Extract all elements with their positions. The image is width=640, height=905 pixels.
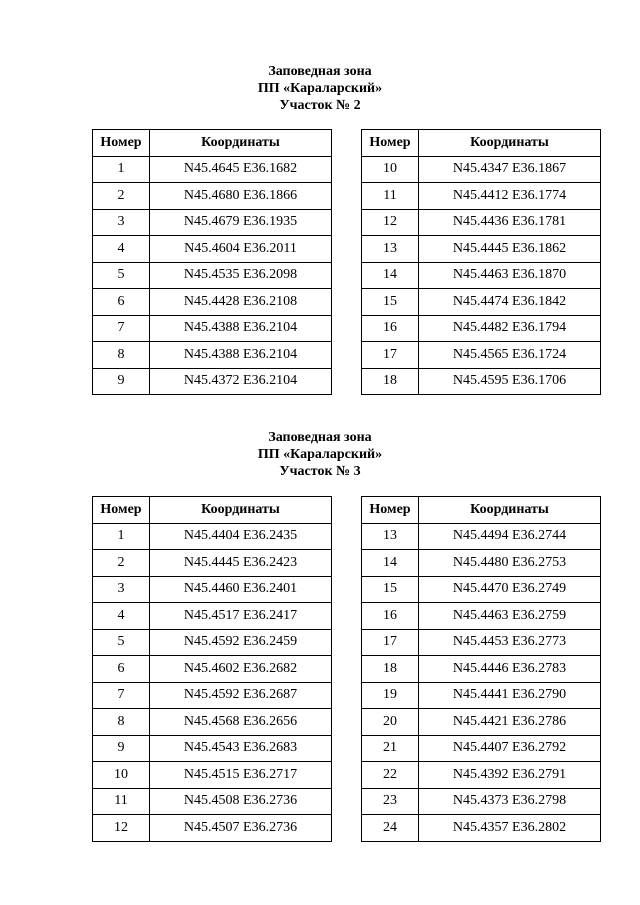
table-header-row: [93, 497, 332, 524]
point-number: 9: [93, 368, 150, 395]
header-number: Номер: [362, 130, 419, 157]
point-number: 1: [93, 156, 150, 183]
point-coordinates: N45.4645 E36.1682: [150, 156, 332, 183]
table-row: [362, 236, 601, 263]
section-plot-2: [0, 63, 640, 114]
point-coordinates: N45.4515 E36.2717: [150, 762, 332, 789]
point-coordinates: N45.4482 E36.1794: [419, 315, 601, 342]
park-name: ПП «Караларский»: [257, 447, 383, 462]
point-coordinates: N45.4602 E36.2682: [150, 656, 332, 683]
point-coordinates: N45.4507 E36.2736: [150, 815, 332, 842]
table-row: [362, 262, 601, 289]
point-number: 16: [362, 603, 419, 630]
table-row: [362, 815, 601, 842]
table-row: [93, 603, 332, 630]
table-row: [362, 576, 601, 603]
point-coordinates: N45.4388 E36.2104: [150, 315, 332, 342]
table-row: [93, 709, 332, 736]
point-coordinates: N45.4388 E36.2104: [150, 342, 332, 369]
point-coordinates: N45.4347 E36.1867: [419, 156, 601, 183]
point-coordinates: N45.4494 E36.2744: [419, 523, 601, 550]
point-coordinates: N45.4508 E36.2736: [150, 788, 332, 815]
point-number: 12: [93, 815, 150, 842]
point-coordinates: N45.4565 E36.1724: [419, 342, 601, 369]
point-number: 15: [362, 289, 419, 316]
table-row: [362, 523, 601, 550]
table-row: [362, 289, 601, 316]
point-number: 4: [93, 236, 150, 263]
point-coordinates: N45.4445 E36.2423: [150, 550, 332, 577]
point-number: 7: [93, 682, 150, 709]
table-row: [93, 735, 332, 762]
point-coordinates: N45.4480 E36.2753: [419, 550, 601, 577]
header-number: Номер: [93, 130, 150, 157]
point-coordinates: N45.4441 E36.2790: [419, 682, 601, 709]
point-coordinates: N45.4535 E36.2098: [150, 262, 332, 289]
point-number: 12: [362, 209, 419, 236]
point-coordinates: N45.4474 E36.1842: [419, 289, 601, 316]
point-number: 3: [93, 209, 150, 236]
point-number: 20: [362, 709, 419, 736]
point-coordinates: N45.4407 E36.2792: [419, 735, 601, 762]
table-row: [93, 682, 332, 709]
point-number: 14: [362, 550, 419, 577]
point-coordinates: N45.4392 E36.2791: [419, 762, 601, 789]
table-row: [93, 342, 332, 369]
table-row: [93, 156, 332, 183]
point-number: 18: [362, 656, 419, 683]
point-coordinates: N45.4592 E36.2687: [150, 682, 332, 709]
point-coordinates: N45.4517 E36.2417: [150, 603, 332, 630]
zone-title: Заповедная зона: [268, 430, 372, 445]
plot-title: Участок № 3: [279, 464, 361, 479]
coordinates-table-left: [92, 129, 332, 395]
point-coordinates: N45.4679 E36.1935: [150, 209, 332, 236]
point-coordinates: N45.4428 E36.2108: [150, 289, 332, 316]
table-row: [362, 342, 601, 369]
header-number: Номер: [93, 497, 150, 524]
point-number: 5: [93, 629, 150, 656]
table-row: [362, 368, 601, 395]
table-row: [93, 315, 332, 342]
point-number: 23: [362, 788, 419, 815]
point-coordinates: N45.4372 E36.2104: [150, 368, 332, 395]
table-header-row: [362, 497, 601, 524]
point-number: 2: [93, 550, 150, 577]
point-number: 19: [362, 682, 419, 709]
table-header-row: [362, 130, 601, 157]
table-row: [93, 183, 332, 210]
point-number: 10: [93, 762, 150, 789]
park-name: ПП «Караларский»: [257, 81, 383, 96]
table-row: [93, 289, 332, 316]
point-number: 8: [93, 342, 150, 369]
point-coordinates: N45.4421 E36.2786: [419, 709, 601, 736]
table-row: [93, 656, 332, 683]
table-row: [93, 262, 332, 289]
point-number: 11: [362, 183, 419, 210]
section-heading: [0, 429, 640, 480]
table-row: [362, 603, 601, 630]
section-heading: [0, 63, 640, 114]
point-coordinates: N45.4604 E36.2011: [150, 236, 332, 263]
point-coordinates: N45.4373 E36.2798: [419, 788, 601, 815]
point-number: 22: [362, 762, 419, 789]
point-number: 3: [93, 576, 150, 603]
point-coordinates: N45.4463 E36.2759: [419, 603, 601, 630]
point-number: 17: [362, 629, 419, 656]
table-row: [362, 682, 601, 709]
point-number: 13: [362, 236, 419, 263]
point-number: 16: [362, 315, 419, 342]
point-number: 7: [93, 315, 150, 342]
point-coordinates: N45.4412 E36.1774: [419, 183, 601, 210]
point-coordinates: N45.4460 E36.2401: [150, 576, 332, 603]
table-row: [362, 550, 601, 577]
point-number: 24: [362, 815, 419, 842]
table-header-row: [93, 130, 332, 157]
table-row: [362, 656, 601, 683]
table-row: [362, 762, 601, 789]
point-number: 2: [93, 183, 150, 210]
point-number: 9: [93, 735, 150, 762]
header-coordinates: Координаты: [419, 130, 601, 157]
point-coordinates: N45.4446 E36.2783: [419, 656, 601, 683]
table-row: [93, 762, 332, 789]
point-number: 5: [93, 262, 150, 289]
point-coordinates: N45.4463 E36.1870: [419, 262, 601, 289]
section-plot-3: [0, 429, 640, 480]
header-coordinates: Координаты: [150, 497, 332, 524]
table-row: [362, 315, 601, 342]
point-number: 6: [93, 289, 150, 316]
point-coordinates: N45.4543 E36.2683: [150, 735, 332, 762]
point-number: 6: [93, 656, 150, 683]
point-number: 14: [362, 262, 419, 289]
header-coordinates: Координаты: [419, 497, 601, 524]
point-coordinates: N45.4436 E36.1781: [419, 209, 601, 236]
table-row: [93, 368, 332, 395]
point-number: 8: [93, 709, 150, 736]
point-number: 13: [362, 523, 419, 550]
point-number: 18: [362, 368, 419, 395]
point-number: 15: [362, 576, 419, 603]
table-row: [93, 815, 332, 842]
table-row: [93, 576, 332, 603]
point-number: 1: [93, 523, 150, 550]
table-row: [362, 156, 601, 183]
table-row: [93, 209, 332, 236]
point-number: 17: [362, 342, 419, 369]
coordinates-table-right: [361, 129, 601, 395]
coordinates-table-left: [92, 496, 332, 842]
point-coordinates: N45.4357 E36.2802: [419, 815, 601, 842]
table-row: [93, 629, 332, 656]
point-number: 21: [362, 735, 419, 762]
point-number: 11: [93, 788, 150, 815]
table-row: [362, 209, 601, 236]
coordinates-table-right: [361, 496, 601, 842]
table-row: [93, 523, 332, 550]
point-number: 4: [93, 603, 150, 630]
header-number: Номер: [362, 497, 419, 524]
table-row: [362, 788, 601, 815]
point-coordinates: N45.4445 E36.1862: [419, 236, 601, 263]
table-row: [362, 735, 601, 762]
point-coordinates: N45.4595 E36.1706: [419, 368, 601, 395]
point-coordinates: N45.4453 E36.2773: [419, 629, 601, 656]
point-coordinates: N45.4470 E36.2749: [419, 576, 601, 603]
header-coordinates: Координаты: [150, 130, 332, 157]
plot-title: Участок № 2: [279, 98, 361, 113]
point-coordinates: N45.4404 E36.2435: [150, 523, 332, 550]
point-coordinates: N45.4568 E36.2656: [150, 709, 332, 736]
zone-title: Заповедная зона: [268, 64, 372, 79]
table-row: [362, 709, 601, 736]
table-row: [362, 629, 601, 656]
table-row: [93, 550, 332, 577]
table-row: [93, 788, 332, 815]
point-coordinates: N45.4592 E36.2459: [150, 629, 332, 656]
point-number: 10: [362, 156, 419, 183]
table-row: [93, 236, 332, 263]
table-row: [362, 183, 601, 210]
point-coordinates: N45.4680 E36.1866: [150, 183, 332, 210]
